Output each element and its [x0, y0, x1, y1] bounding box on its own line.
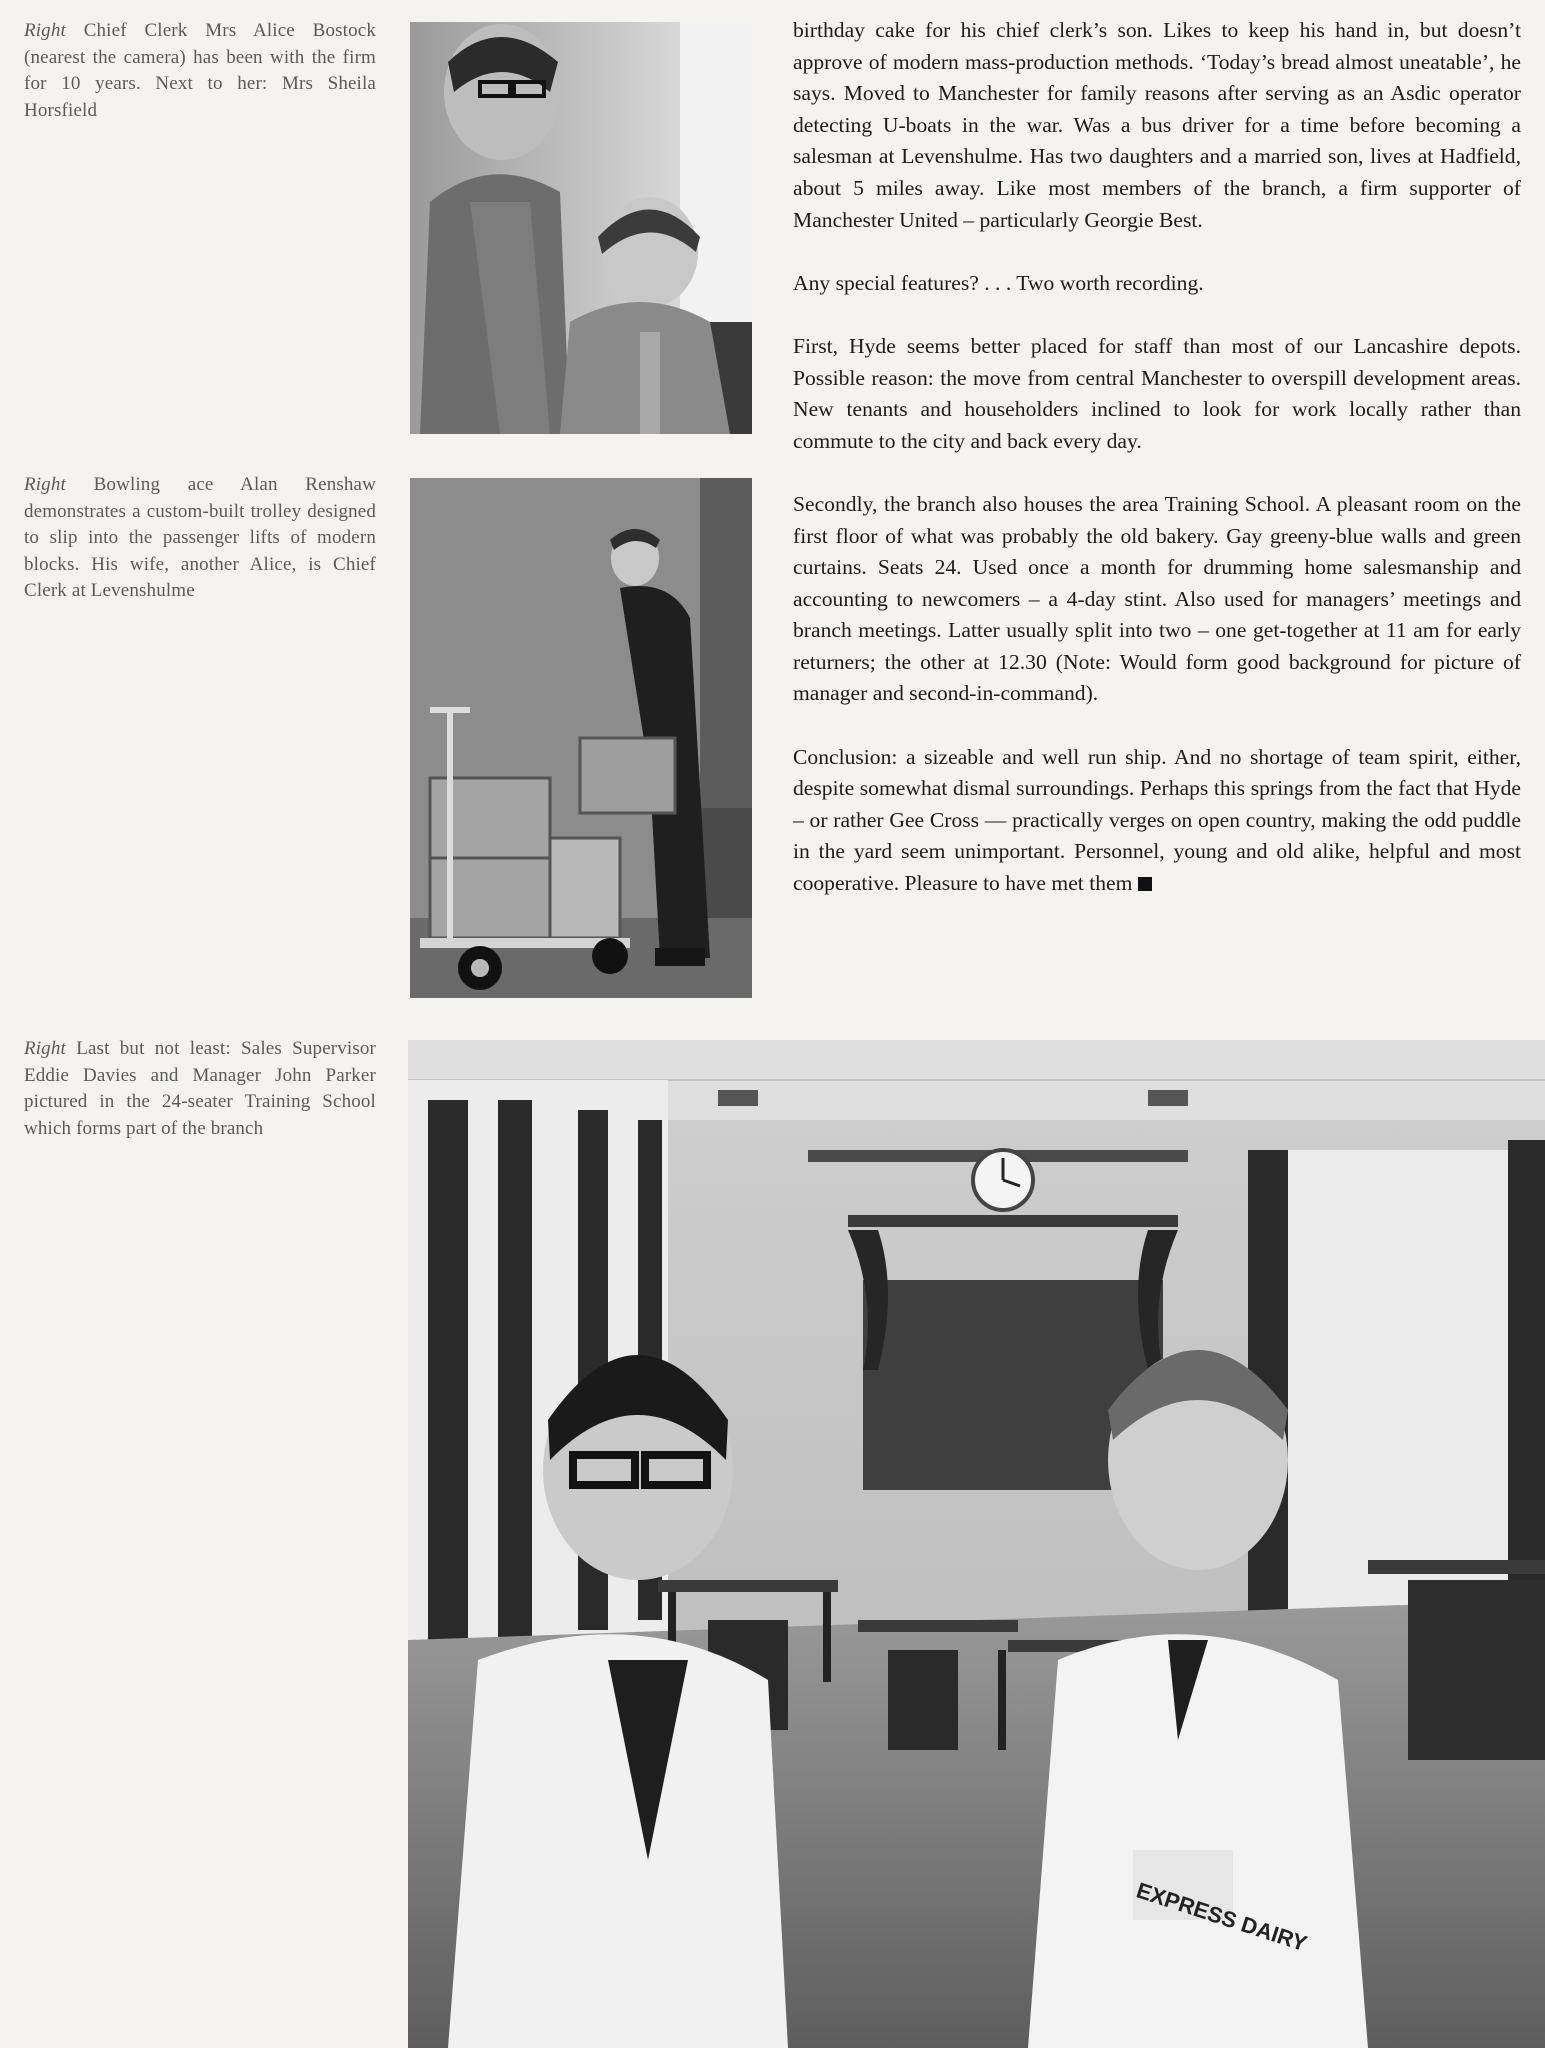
article-paragraph-text: Conclusion: a sizeable and well run ship. And no shortage of team spirit, either, despite somewhat dismal surroundings. Perhaps this springs from the fact that Hyde – or rather Gee Cross — practically verges on open country, making the odd puddle in the yard seem unimportant. Personnel, young and old alike, helpful and most cooperative. Pleasure to have met them [793, 744, 1521, 896]
article-paragraph: birthday cake for his chief clerk’s son. Likes to keep his hand in, but doesn’t approve of modern mass-production methods. ‘Today’s bread almost uneatable’, he says. Moved to Manchester for family reasons after serving as an Asdic operator detecting U-boats in the war. Was a bus driver for a time before becoming a salesman at Levenshulme. Has two daughters and a married son, lives at Hadfield, about 5 miles away. Like most members of the branch, a firm supporter of Manchester United – particularly Georgie Best. [793, 18, 1521, 232]
coat-badge-text: EXPRESS DAIRY [1133, 1877, 1311, 1957]
article-paragraph: First, Hyde seems better placed for staff than most of our Lancashire depots. Possible reason: the move from central Manchester to overspill development areas. New tenants and householders inclined to look for work locally rather than commute to the city and back every day. [793, 333, 1521, 453]
article-paragraph: Secondly, the branch also houses the area Training School. A pleasant room on the first floor of what was probably the old bakery. Gay greeny-blue walls and green curtains. Seats 24. Used once a month for drumming home salesmanship and accounting to newcomers – a 4-day stint. Also used for managers’ meetings and branch meetings. Latter usually split into two – one get-together at 11 am for early returners; the other at 12.30 (Note: Would form good background for picture of manager and second-in-command). [793, 491, 1521, 706]
photo-training-school [408, 1040, 1545, 2048]
caption-bostock [24, 18, 376, 124]
caption-lead: Right [24, 20, 66, 41]
article-paragraph-final [793, 742, 1521, 900]
caption-training-school [24, 1036, 376, 1142]
photo-trolley [410, 478, 752, 998]
photo-chief-clerks [410, 22, 752, 434]
caption-text: Last but not least: Sales Supervisor Eddie Davies and Manager John Parker pictured in the 24-seater Training School which forms part of the branch [24, 1038, 377, 1139]
caption-text: Chief Clerk Mrs Alice Bostock (nearest the camera) has been with the firm for 10 years. Next to her: Mrs Sheila Horsfield [24, 20, 376, 121]
caption-renshaw [24, 472, 376, 605]
caption-lead: Right [24, 1038, 66, 1059]
caption-lead: Right [24, 474, 66, 495]
article-paragraph: Any special features? . . . Two worth recording. [793, 270, 1204, 295]
caption-text: Bowling ace Alan Renshaw demonstrates a custom-built trolley designed to slip into the passenger lifts of modern blocks. His wife, another Alice, is Chief Clerk at Levenshulme [24, 474, 377, 601]
end-mark-icon [1138, 877, 1152, 891]
article-body [793, 15, 1521, 931]
